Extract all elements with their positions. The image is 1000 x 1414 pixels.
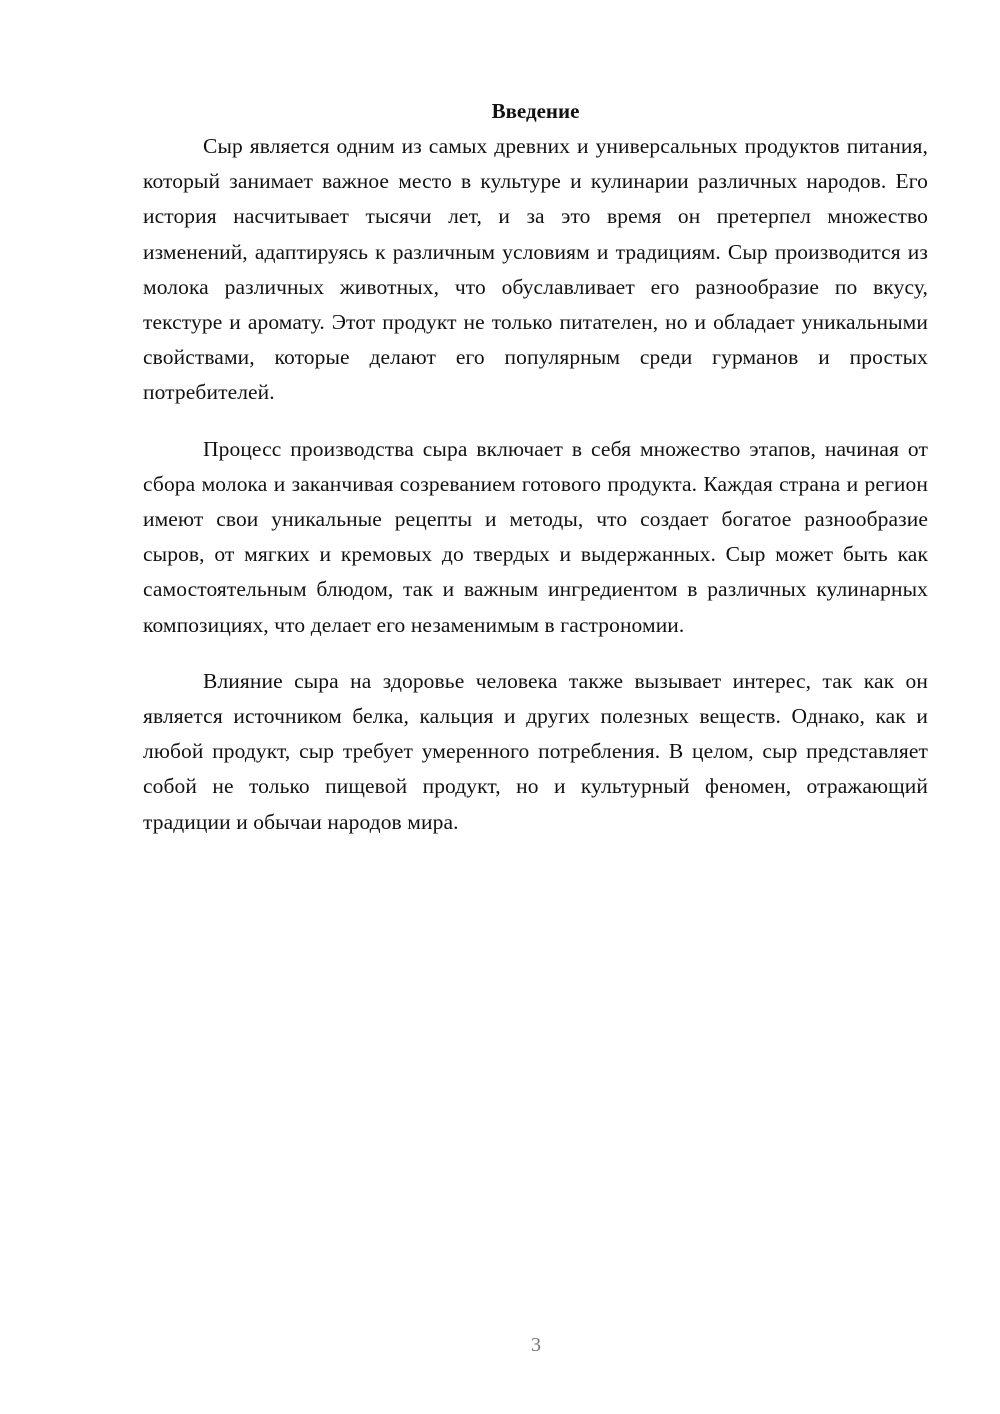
page-number: 3 [531, 1334, 541, 1356]
paragraph-1: Сыр является одним из самых древних и универсальных продуктов питания, который занимает важное место в культуре и кулинарии различных народов. Его история насчитывает тысячи лет, и за это время он претерпел множество изменений, адаптируясь к различным условиям и традициям. Сыр производится из молока различных животных, что обуславливает его разнообразие по вкусу, текстуре и аромату. Этот продукт не только питателен, но и обладает уникальными свойствами, которые делают его популярным среди гурманов и простых потребителей. [143, 134, 928, 405]
section-heading: Введение [491, 99, 580, 123]
page-content [143, 96, 928, 861]
paragraph-2: Процесс производства сыра включает в себя множество этапов, начиная от сбора молока и заканчивая созреванием готового продукта. Каждая страна и регион имеют свои уникальные рецепты и методы, что создает богатое разнообразие сыров, от мягких и кремовых до твердых и выдержанных. Сыр может быть как самостоятельным блюдом, так и важным ингредиентом в различных кулинарных композициях, что делает его незаменимым в гастрономии. [143, 436, 928, 637]
paragraph-3: Влияние сыра на здоровье человека также вызывает интерес, так как он является источником белка, кальция и других полезных веществ. Однако, как и любой продукт, сыр требует умеренного потребления. В целом, сыр представляет собой не только пищевой продукт, но и культурный феномен, отражающий традиции и обычаи народов мира. [143, 668, 928, 834]
